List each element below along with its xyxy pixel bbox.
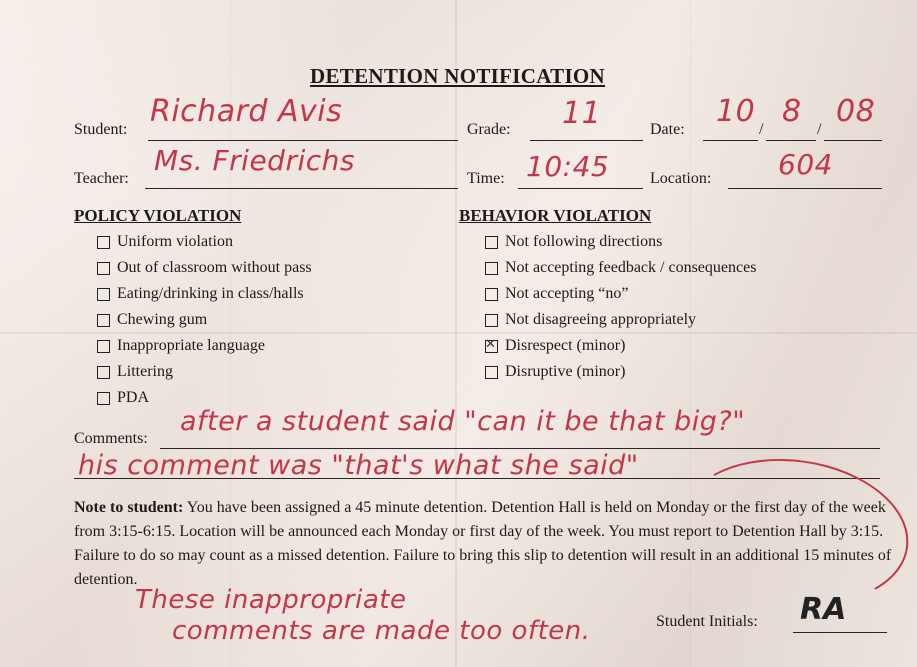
behavior-item-disrespect[interactable]: ✕ Disrespect (minor) [485, 337, 625, 355]
location-line [728, 188, 882, 189]
date-month-line [703, 140, 758, 141]
handwritten-note-line-2: comments are made too often. [172, 616, 591, 646]
policy-item-littering[interactable]: Littering [97, 363, 173, 381]
checkbox[interactable] [485, 314, 498, 327]
comment-line-2: his comment was "that's what she said" [78, 450, 639, 481]
date-separator: / [817, 121, 822, 138]
teacher-line [145, 188, 458, 189]
policy-item-uniform[interactable]: Uniform violation [97, 233, 233, 251]
behavior-item-no[interactable]: Not accepting “no” [485, 285, 629, 303]
checkbox[interactable] [485, 288, 498, 301]
checkbox[interactable] [97, 262, 110, 275]
checkbox[interactable] [97, 288, 110, 301]
date-year: 08 [836, 94, 876, 129]
behavior-item-disruptive[interactable]: Disruptive (minor) [485, 363, 625, 381]
note-text: You have been assigned a 45 minute detention. Detention Hall is held on Monday or the first day of the week from 3:15-6:15. Location will be announced each Monday or first day of the week. You must report to Detention Hall by 3:15. Failure to do so may count as a missed detention. Failure to bring this slip to detention will result in an additional 15 minutes of detention. [74, 499, 892, 588]
location-value: 604 [778, 148, 833, 181]
policy-item-chewing-gum[interactable]: Chewing gum [97, 311, 207, 329]
grade-value: 11 [562, 96, 602, 131]
time-label: Time: [467, 170, 505, 187]
paper-crease [0, 332, 917, 334]
form-title: DETENTION NOTIFICATION [310, 64, 606, 88]
date-day-line [766, 140, 816, 141]
grade-label: Grade: [467, 121, 511, 138]
student-line [148, 140, 458, 141]
checkbox[interactable] [97, 366, 110, 379]
checkbox[interactable] [485, 262, 498, 275]
time-line [518, 188, 643, 189]
initials-line [793, 632, 887, 633]
teacher-label: Teacher: [74, 170, 129, 187]
comment-line-1: after a student said "can it be that big?" [180, 406, 746, 437]
date-month: 10 [716, 94, 756, 129]
policy-item-out-of-classroom[interactable]: Out of classroom without pass [97, 259, 312, 277]
behavior-item-directions[interactable]: Not following directions [485, 233, 662, 251]
time-value: 10:45 [526, 150, 610, 183]
policy-item-inappropriate-language[interactable]: Inappropriate language [97, 337, 265, 355]
policy-item-eating[interactable]: Eating/drinking in class/halls [97, 285, 304, 303]
behavior-item-disagreeing[interactable]: Not disagreeing appropriately [485, 311, 696, 329]
checkbox[interactable] [97, 236, 110, 249]
teacher-name: Ms. Friedrichs [154, 144, 355, 177]
checkbox-checked[interactable] [485, 340, 498, 353]
behavior-item-feedback[interactable]: Not accepting feedback / consequences [485, 259, 756, 277]
date-day: 8 [782, 94, 802, 129]
date-year-line [824, 140, 882, 141]
grade-line [530, 140, 643, 141]
checkbox[interactable] [97, 392, 110, 405]
comments-label: Comments: [74, 430, 148, 447]
behavior-violation-heading: BEHAVIOR VIOLATION [459, 206, 652, 225]
checkbox[interactable] [97, 340, 110, 353]
student-label: Student: [74, 121, 128, 138]
student-initials-label: Student Initials: [656, 613, 758, 630]
student-initials: RA [800, 592, 847, 627]
date-label: Date: [650, 121, 685, 138]
policy-violation-heading: POLICY VIOLATION [74, 206, 242, 225]
note-to-student [74, 496, 894, 592]
comments-line [160, 448, 880, 449]
date-separator: / [759, 121, 764, 138]
handwritten-note-line-1: These inappropriate [135, 585, 407, 615]
note-label: Note to student: [74, 499, 184, 516]
checkbox[interactable] [97, 314, 110, 327]
checkbox[interactable] [485, 236, 498, 249]
policy-item-pda[interactable]: PDA [97, 389, 149, 407]
location-label: Location: [650, 170, 712, 187]
student-name: Richard Avis [150, 94, 343, 129]
checkbox[interactable] [485, 366, 498, 379]
